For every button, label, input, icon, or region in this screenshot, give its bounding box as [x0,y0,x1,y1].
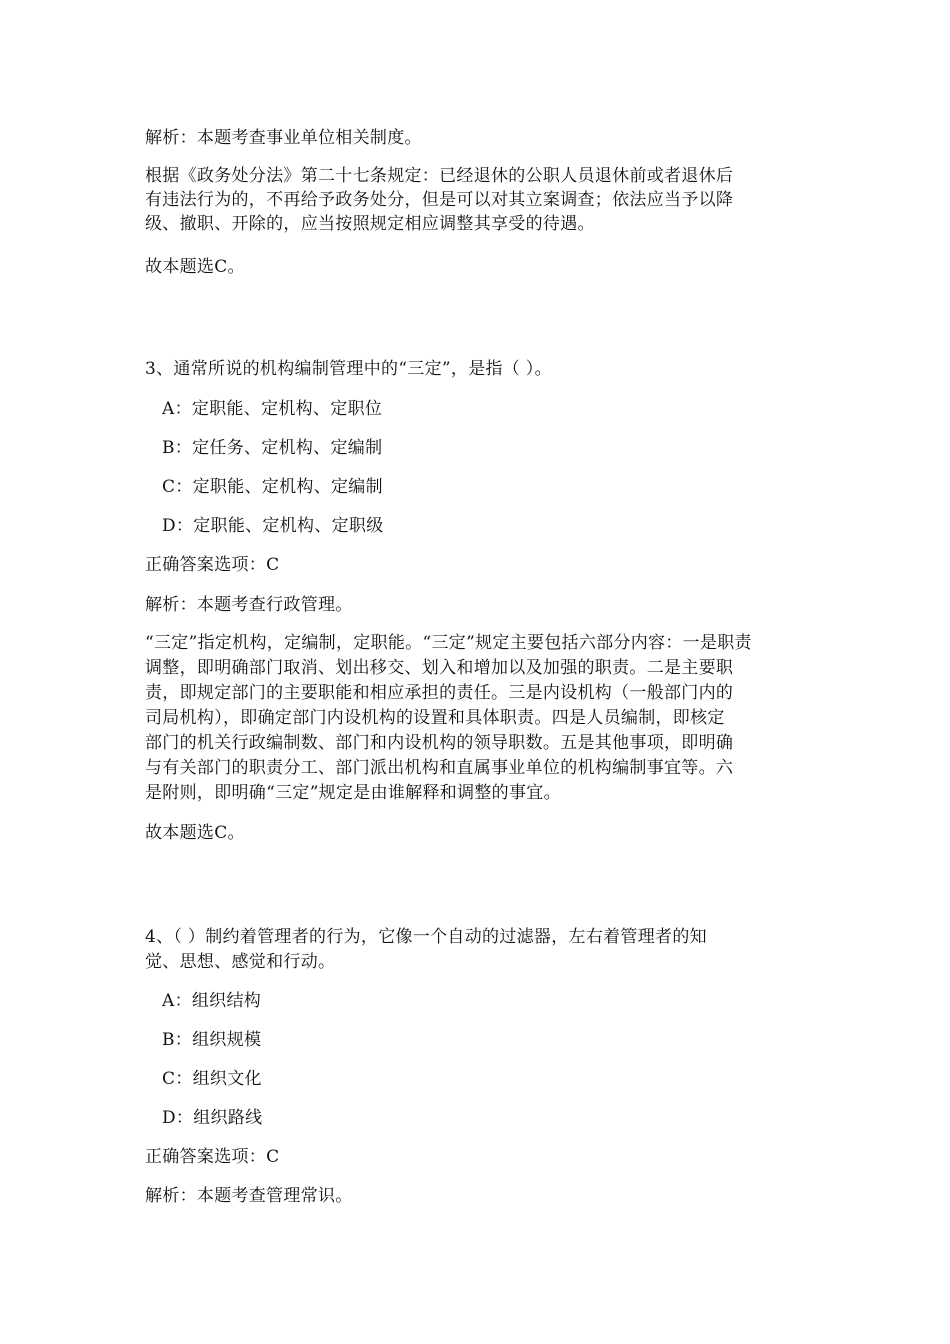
q3-explanation-line: 与有关部门的职责分工、部门派出机构和直属事业单位的机构编制事宜等。六 [145,758,734,778]
q4-option-c: C：组织文化 [162,1069,262,1089]
q3-option-a: A：定职能、定机构、定职位 [162,399,383,419]
q2-conclusion: 故本题选C。 [145,257,245,277]
q2-explanation-line: 有违法行为的，不再给予政务处分，但是可以对其立案调查；依法应当予以降 [145,190,734,210]
q3-option-d: D：定职能、定机构、定职级 [162,516,384,536]
q2-explanation-line: 级、撤职、开除的，应当按照规定相应调整其享受的待遇。 [145,214,595,234]
q3-analysis-line: 解析：本题考查行政管理。 [145,595,353,615]
q3-question: 3、通常所说的机构编制管理中的“三定”，是指（ ）。 [145,359,552,379]
q3-conclusion: 故本题选C。 [145,823,245,843]
q4-question: 4、（ ）制约着管理者的行为，它像一个自动的过滤器，左右着管理者的知 [145,927,707,947]
q3-explanation-line: 调整，即明确部门取消、划出移交、划入和增加以及加强的职责。二是主要职 [145,658,734,678]
q4-question: 觉、思想、感觉和行动。 [145,952,336,972]
q2-explanation-line: 根据《政务处分法》第二十七条规定：已经退休的公职人员退休前或者退休后 [145,166,734,186]
q3-explanation-line: “三定”指定机构，定编制，定职能。“三定”规定主要包括六部分内容：一是职责 [145,633,752,653]
q4-analysis-line: 解析：本题考查管理常识。 [145,1186,353,1206]
q2-analysis-line: 解析：本题考查事业单位相关制度。 [145,128,422,148]
q4-answer: 正确答案选项：C [145,1147,280,1167]
q4-option-d: D：组织路线 [162,1108,263,1128]
q4-option-a: A：组织结构 [162,991,262,1011]
q3-explanation-line: 责，即规定部门的主要职能和相应承担的责任。三是内设机构（一般部门内的 [145,683,734,703]
q3-explanation-line: 部门的机关行政编制数、部门和内设机构的领导职数。五是其他事项，即明确 [145,733,734,753]
q3-option-c: C：定职能、定机构、定编制 [162,477,383,497]
q3-option-b: B：定任务、定机构、定编制 [162,438,383,458]
q4-option-b: B：组织规模 [162,1030,262,1050]
q3-explanation-line: 是附则，即明确“三定”规定是由谁解释和调整的事宜。 [145,783,561,803]
q3-answer: 正确答案选项：C [145,555,280,575]
q3-explanation-line: 司局机构），即确定部门内设机构的设置和具体职责。四是人员编制，即核定 [145,708,725,728]
